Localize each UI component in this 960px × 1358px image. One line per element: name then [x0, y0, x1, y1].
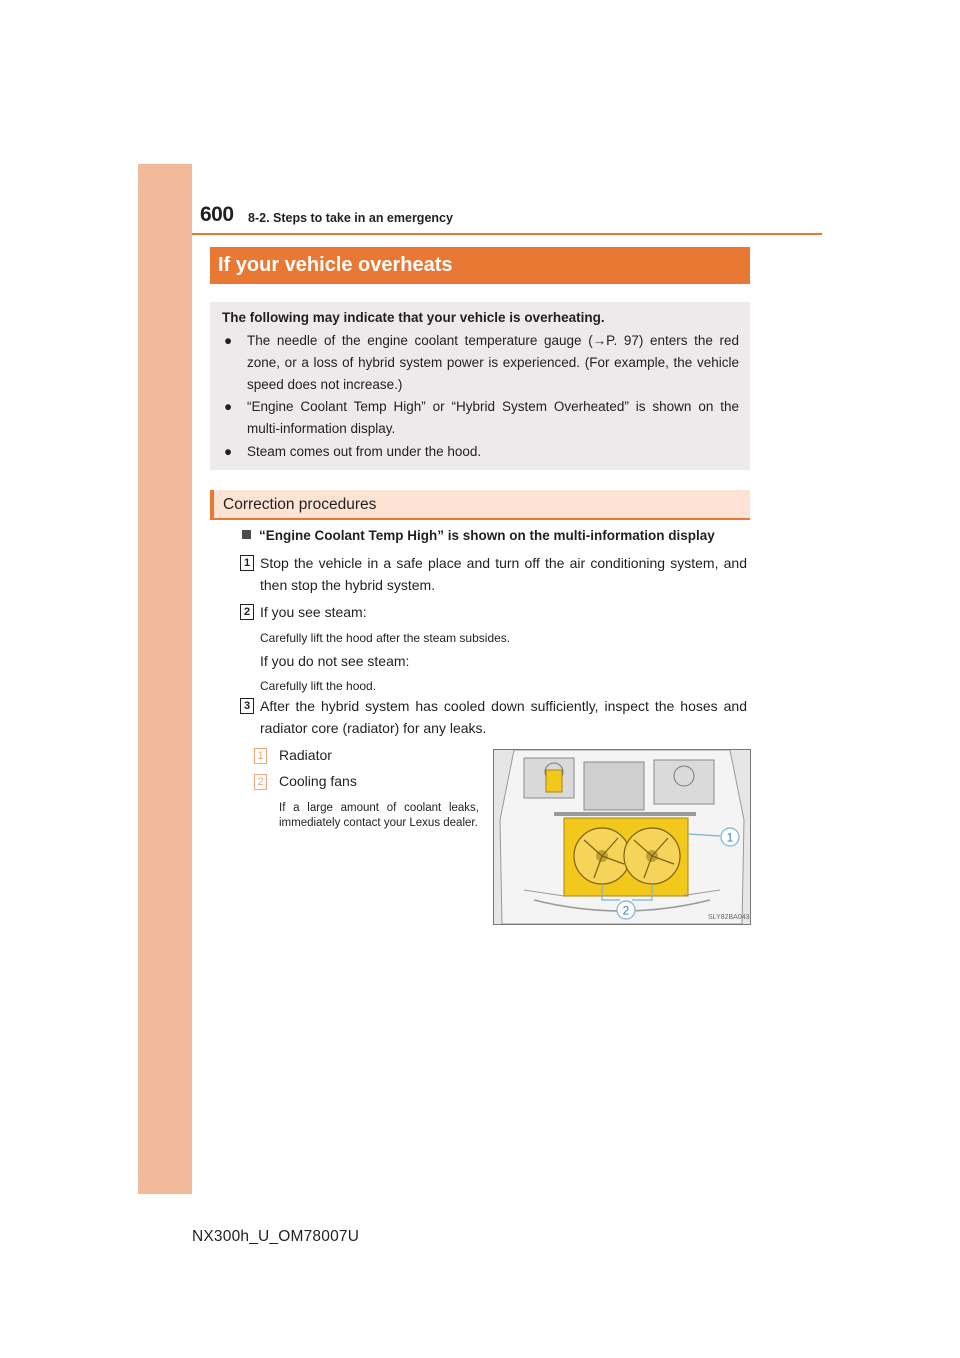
callout-label: Cooling fans [279, 773, 357, 789]
callout-number: 2 [254, 774, 267, 790]
square-bullet-icon [242, 530, 251, 539]
bullet-icon: ● [224, 333, 233, 348]
bullet-item: Steam comes out from under the hood. [247, 444, 482, 459]
step-number: 1 [240, 555, 254, 571]
step-text: After the hybrid system has cooled down sufficiently, inspect the hoses and radiator core (radiator) for any leaks. [260, 698, 747, 736]
callout-number: 1 [254, 748, 267, 764]
chapter-title: 8-2. Steps to take in an emergency [248, 211, 453, 225]
engine-bay-drawing [494, 750, 750, 924]
chapter-sidebar-tab [138, 164, 192, 1194]
header-rule [192, 233, 822, 235]
section-title-bar [210, 247, 750, 284]
bullet-item: “Engine Coolant Temp High” or “Hybrid System Overheated” is shown on the multi-information display. [247, 399, 739, 436]
callout-label: Radiator [279, 747, 332, 763]
figure-code: SLY82BA043 [708, 914, 750, 921]
subsection-title-bar [210, 490, 750, 520]
coolant-leak-note: If a large amount of coolant leaks, immediately contact your Lexus dealer. [279, 802, 479, 829]
intro-box [210, 302, 750, 470]
step-detail: Carefully lift the hood after the steam subsides. [260, 631, 511, 645]
step-text: Stop the vehicle in a safe place and turn off the air conditioning system, and then stop the hybrid system. [260, 555, 747, 593]
step-text: If you see steam: [260, 604, 367, 620]
step-text: If you do not see steam: [260, 653, 410, 669]
step-detail: Carefully lift the hood. [260, 679, 377, 693]
figure-marker-1: 1 [726, 830, 734, 845]
bullet-icon: ● [224, 444, 233, 459]
engine-bay-illustration [493, 749, 751, 925]
step-number: 3 [240, 698, 254, 714]
procedure-heading: “Engine Coolant Temp High” is shown on the multi-information display [242, 528, 715, 543]
document-code: NX300h_U_OM78007U [192, 1228, 360, 1245]
intro-heading: The following may indicate that your vehicle is overheating. [222, 310, 605, 325]
bullet-icon: ● [224, 399, 233, 414]
step-number: 2 [240, 604, 254, 620]
page-number: 600 [200, 203, 234, 226]
subsection-title: Correction procedures [223, 496, 377, 513]
bullet-item: The needle of the engine coolant temperature gauge (→P. 97) enters the red zone, or a loss of hybrid system power is experienced. (For example, the vehicle speed does not increase.) [247, 333, 739, 392]
figure-marker-2: 2 [622, 903, 630, 918]
section-title: If your vehicle overheats [218, 254, 453, 276]
